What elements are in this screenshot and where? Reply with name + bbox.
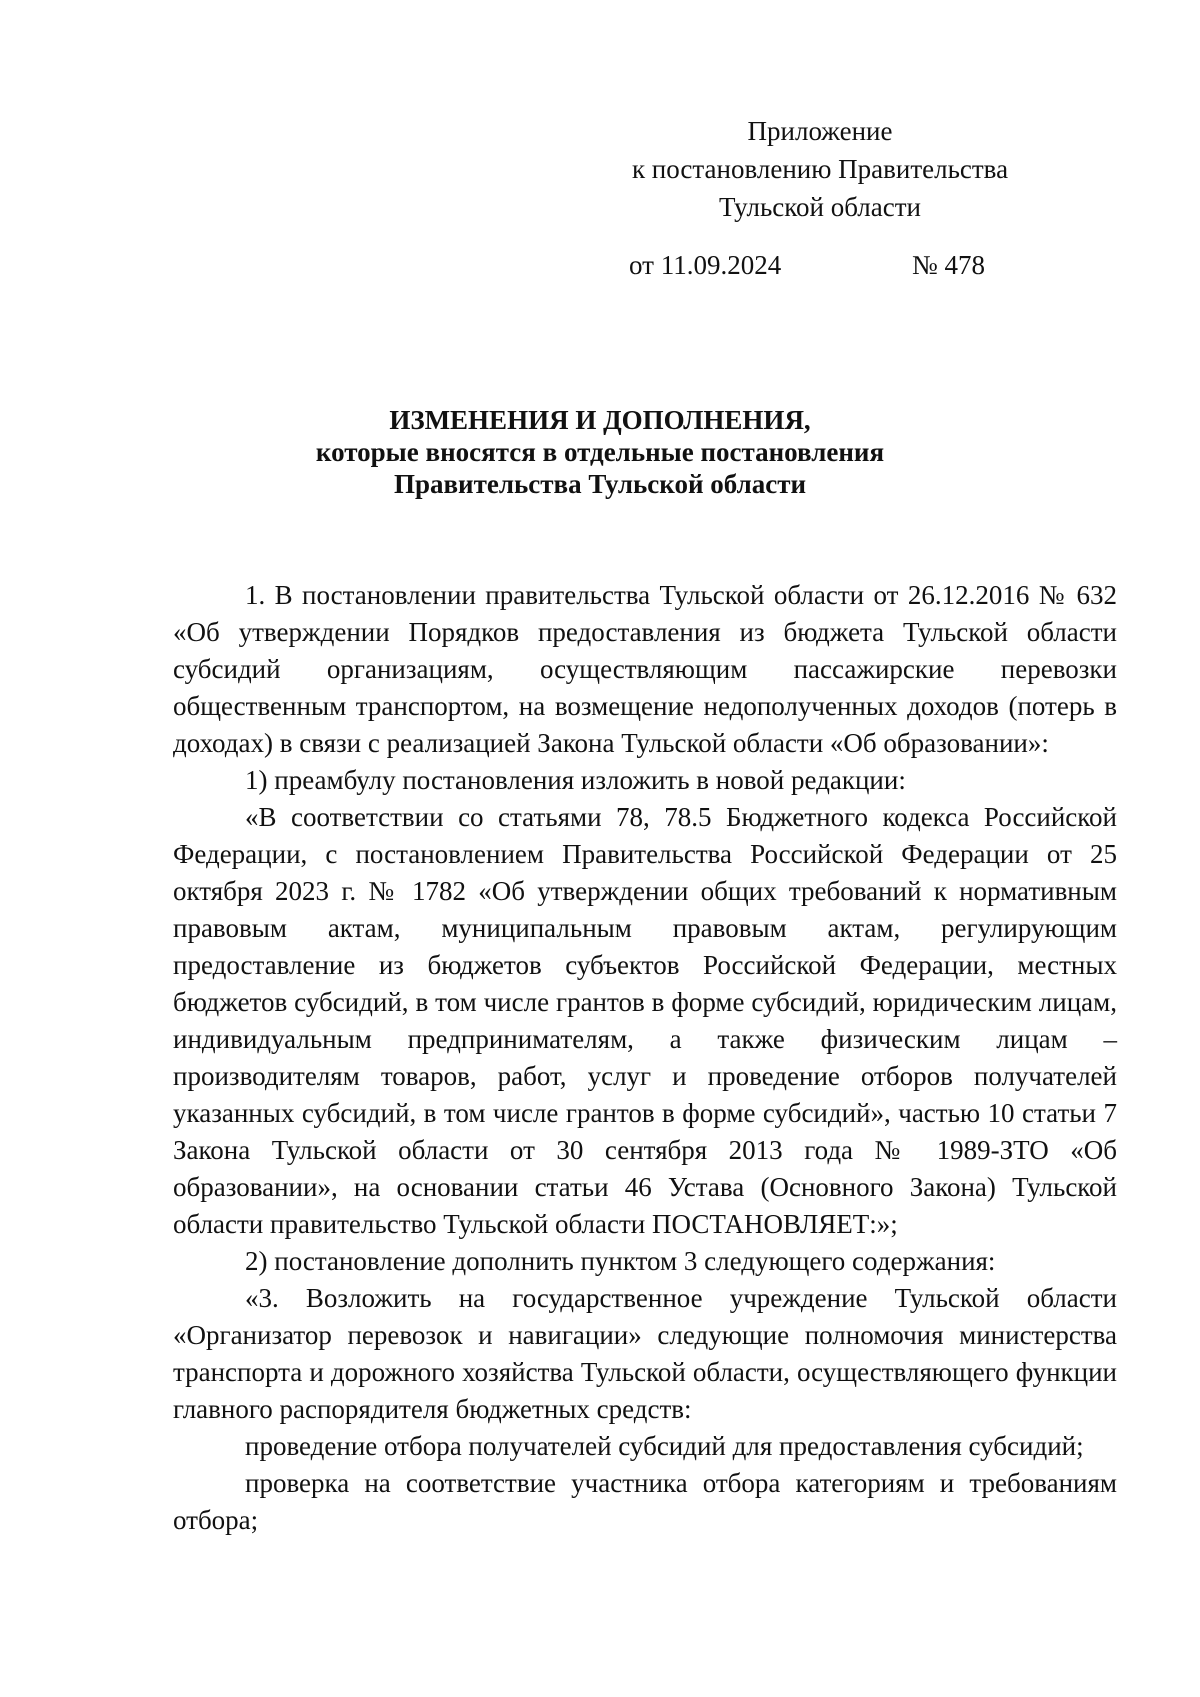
document-body (173, 577, 1117, 1539)
appendix-reference: к постановлению Правительства (631, 154, 1009, 184)
paragraph-preamble-text: «В соответствии со статьями 78, 78.5 Бюджетного кодекса Российской Федерации, с постановлением Правительства Российской Федерации от 25 октября 2023 г. № 1782 «Об утверждении общих требований к нормативным правовым актам, муниципальным правовым актам, регулирующим предоставление из бюджетов субъектов Российской Федерации, местных бюджетов субсидий, в том числе грантов в форме субсидий, юридическим лицам, индивидуальным предпринимателям, а также физическим лицам – производителям товаров, работ, услуг и проведение отборов получателей указанных субсидий, в том числе грантов в форме субсидий», частью 10 статьи 7 Закона Тульской области от 30 сентября 2013 года № 1989-ЗТО «Об образовании», на основании статьи 46 Устава (Основного Закона) Тульской области правительство Тульской области ПОСТАНОВЛЯЕТ:»; (173, 802, 1117, 1239)
appendix-title: Приложение (747, 116, 893, 146)
title-line-3: Правительства Тульской области (393, 469, 807, 499)
document-title (0, 404, 1200, 500)
appendix-region: Тульской области (719, 192, 921, 222)
paragraph-clause-3: «3. Возложить на государственное учреждение Тульской области «Организатор перевозок и навигации» следующие полномочия министерства транспорта и дорожного хозяйства Тульской области, осуществляющего функции главного распорядителя бюджетных средств: (173, 1283, 1117, 1424)
act-date: от 11.09.2024 (629, 250, 782, 280)
paragraph-subitem-2: 2) постановление дополнить пунктом 3 следующего содержания: (245, 1246, 996, 1276)
paragraph-subitem-1: 1) преамбулу постановления изложить в новой редакции: (245, 765, 906, 795)
act-number: № 478 (912, 250, 986, 280)
appendix-header (600, 112, 1040, 226)
paragraph-item-1: 1. В постановлении правительства Тульской области от 26.12.2016 № 632 «Об утверждении Порядков предоставления из бюджета Тульской области субсидий организациям, осуществляющим пассажирские перевозки общественным транспортом, на возмещение недополученных доходов (потерь в доходах) в связи с реализацией Закона Тульской области «Об образовании»: (173, 580, 1117, 758)
paragraph-duty-1: проведение отбора получателей субсидий для предоставления субсидий; (245, 1431, 1084, 1461)
paragraph-duty-2: проверка на соответствие участника отбора категориям и требованиям отбора; (173, 1468, 1117, 1535)
title-line-1: ИЗМЕНЕНИЯ И ДОПОЛНЕНИЯ, (389, 405, 811, 435)
title-line-2: которые вносятся в отдельные постановления (315, 437, 885, 467)
